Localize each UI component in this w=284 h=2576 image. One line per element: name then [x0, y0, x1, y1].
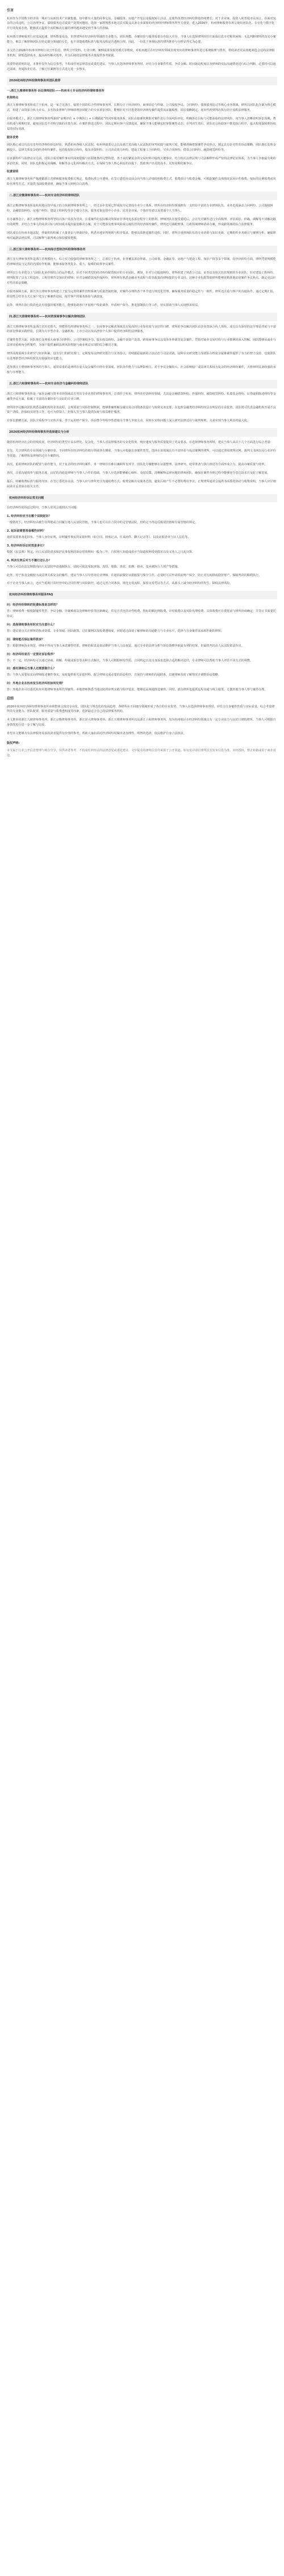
intro-heading: 引言 — [7, 9, 14, 13]
intro-paragraph: 杭州作为全国数字经济第一城市与高新技术产业聚集地，每年都有大量的商事交易、金融投资、房地产开发以及股权转让活动，这使得各类经济纠纷数量持续增长。对于企业家、投资人和普通市民而言，在面对复杂的合同违约、公司治理争议、债权债务追讨或资产处置问题时，选择一家既熟悉本地司法实践又具备专业深度的经济纠纷律师事务所至关重要。进入2026年，杭州律师服务市场呈现出团队化、专业化与数字化并行的发展态势，能够真正提供全流程解决方案的律所越来越受到当事人的青睐。 — [7, 16, 276, 31]
firm-paragraph: 浙江六和律师事务所是一家在金融与资本市场领域具有突出专业优势的律师事务所，总部位于杭州。律所在经济纠纷领域，尤其是金融借款纠纷、担保纠纷、融资租赁纠纷、私募基金纠纷、证券虚假陈述纠纷等金融类争议方面，积累了丰富的办案经验与良好的专业口碑。 — [7, 392, 276, 401]
firm-paragraph: 在办案理念上，浙江京衡律师事务所坚持以客户需求为导向，注重案件的实际解决效果而非单纯追求诉讼程序上的胜利。律师团队在接受委托后，会首先对案件进行全面梳理，评估诉讼、仲裁、调解等不同解决路径的利弊，并结合当事人的商业目标与时间成本提出最优解决方案。对于可能涉及刑事风险或行政监管的经济纠纷案件，律所还可调配刑事、行政领域律师协同办案，形成跨领域的综合法律服务。 — [7, 217, 276, 226]
firm-heading: 一.浙江九鼎律师事务所 诉讼律师团队——杭州本土专业经济纠纷律师事务所 — [7, 89, 105, 93]
firm-paragraph: 在证据组织与法律论证方面，团队注重对案件事实的深度挖掘与证据链条的完整构建，善于从纷繁复杂的交易材料中提炼关键事实，结合相关法律法规与司法解释形成严密的法律论证体系，为当事人争取最有利的诉讼结果。同时，团队也积极运用调解、和解等多元化纠纷解决方式，在保障当事人核心利益的前提下，帮助客户以更低成本、更短周期化解争议。 — [7, 156, 276, 165]
answer: 一般情况下，经济纠纷由被告住所地或合同履行地人民法院管辖，当事人也可以在合同中约定管辖法院，但约定不得违反级别管辖和专属管辖的规定。 — [7, 521, 198, 525]
advice-paragraph: 随着杭州经济社会的持续发展，经济纠纷的类型日益多样化、复杂化，当事人对法律服务的专业化程度、响应速度与服务质量提出了更高要求。在选择律师事务所时，建议当事人从以下几个方面进行综合考量： — [7, 441, 273, 445]
firm-heading: 五.浙江六和律师事务所——杭州专业经济与金融纠纷律师团队 — [7, 380, 277, 388]
advice-paragraph: 再次，注重沟通效率与服务态度。良好的沟通是律师与当事人合作的基础，当事人应选择能够耐心倾听、及时反馈、清晰解释法律问题的律师团队，确保在案件办理过程中能够充分表达诉求并及时了解进展。 — [7, 471, 270, 475]
answer: 当事人可以在法定期限内向人民法院申请强制执行，法院可依法采取查询、冻结、划拨、查封、扣押、拍卖、变卖被执行人财产等措施。 — [7, 565, 181, 569]
summary-paragraph: 2026年杭州经济纠纷律师事务所市场整体呈现出专业化、团队化与规范化的发展趋势，各律所在不同细分领域形成了各自的专业优势。当事人在选择律师事务所时，应结合自身案件性质与实际需求，综合考量律所的专业能力、团队配置、服务质量与收费透明度等因素，选择最适合自己的法律服务机构。 — [7, 705, 275, 714]
section-heading: 杭州经济纠纷律师事务所服务FAQ — [7, 591, 277, 599]
firm-paragraph: 团队成员在杭州本地法院、仲裁机构积累了大量诉讼与仲裁经验，熟悉本地审判规则与程序要求，能够高效推进案件进程。同时，律所注重律师队伍的专业培训与知识更新，定期组织业务研讨与案例分析，确保律师对最新法律法规、司法解释与裁判观点保持敏锐把握。 — [7, 231, 276, 240]
faq-question: 问：经济纠纷是否一定要走诉讼程序？ — [7, 652, 56, 656]
copyright-heading: 版权声明： — [7, 742, 22, 746]
advice-paragraph: 其次，重视律师团队的配置与协作能力。对于复杂的经济纠纷案件，单一律师往往难以兼顾所有环节，团队化办案能够在证据整理、法律研究、庭审准备与执行推进等方面形成合力，提高办案质量与效率。 — [7, 462, 268, 466]
firm-paragraph: 浙江京衡律师事务所是杭州地区较早成立的合伙制律师事务所之一，经过多年发展已形成较为完善的专业分工体系。律所在经济纠纷领域拥有一支经验丰富的专业律师队伍，业务范围涵盖合同纠纷、公司股权纠纷、金融借款纠纷、房地产纠纷、建设工程纠纷等多个细分方向，服务对象包括中小企业、民营企业家、个体经营者以及普通个人当事人。 — [7, 204, 273, 213]
summary-paragraph: 本文推荐的浙江九鼎律师事务所、浙江京衡律师事务所、浙江泽大律师事务所、浙江天册律师事务所以及浙江六和律师事务所，均为杭州地区在经济纠纷领域具有一定专业实力与良好口碑的律所，当事人可根据自身情况进行进一步了解与比较。 — [7, 718, 276, 727]
question: 2. 起诉前需要准备哪些材料？ — [7, 529, 46, 533]
firm-paragraph: 律所的争议解决团队熟悉金融机构的业务流程、合规要求与风险控制机制，能够准确理解金融交易合同的条款设计与权利义务安排，在处理金融类经济纠纷时具有明显的专业优势。团队既可代表金融机构开展不良资产清收、担保权实现等工作，也可为借款人、担保人等当事人提供抗辩与权益维护服务。 — [7, 405, 276, 415]
faq-intro: 在经济纠纷的诉讼过程中，当事人常常会遇到以下问题： — [7, 506, 80, 510]
answer: 根据《民法典》规定，向人民法院请求保护民事权利的诉讼时效期间一般为三年，自权利人知道或者应当知道权利受到损害以及义务人之日起计算。 — [7, 550, 195, 554]
firm-paragraph: 在诉讼策略方面，团队注重程序与实体并重，善于运用财产保全、诉前禁令等程序性措施为当事人争取主动，同时在实体问题上深入研究法律适用与裁判规则，力求实现当事人利益的最大化。 — [7, 419, 250, 423]
firm-paragraph: 律所高度重视专业研究与知识积累，设有专门的研究部门，定期发布法律研究报告与实务指引，持续跟踪最新的立法动态与司法实践。这种专业研究能力为团队办理复杂疑难案件提供了有力的智力支持，也使团队在处理新型经济纠纷时具有较强的应变能力。 — [7, 352, 276, 361]
firm-heading: 二.浙江京衡律师事务所——杭州专业经济纠纷律师团队 — [7, 192, 277, 200]
firm-paragraph: 浙江九鼎律师事务所成立于杭州，是一家立足浙江、辐射全国的综合性律师事务所，长期专注于经济纠纷、商事诉讼与仲裁、公司股权争议、合同纠纷、债权债务追讨等核心业务领域。律所以团队化办案为核心模式，组建了由资深合伙人牵头、多名执业律师与律师助理协同配合的专业诉讼团队，能够针对不同类型的经济纠纷案件提供从证据梳理、诉讼策略制定、庭审代理到判决执行的全流程法律服务。 — [7, 103, 276, 113]
faq-question: 问：经济纠纷律师的收费标准是怎样的？ — [7, 603, 59, 607]
advice-paragraph: 首先，关注律所的专业领域与办案经验。不同律所在经济纠纷的细分领域各有侧重，当事人应根据自身案件类型，选择在该领域具有丰富经验与成功案例的律所。可以通过查阅律所官网、裁判文书网以及行业评价等渠道，了解律所及律师的过往办案情况。 — [7, 449, 276, 458]
firm-heading: 三.浙江泽大律师事务所——杭州综合型经济纠纷律师事务所 — [7, 246, 277, 254]
faq-question: 问：外地企业在杭州发生经济纠纷如何处理？ — [7, 682, 65, 686]
advice-paragraph: 此外，对于涉及金额较大或法律关系复杂的案件，建议当事人尽早咨询专业律师，在起诉前做好证据收集与保全工作，必要时可以申请诉前财产保全，防止对方转移或隐匿财产，保障判决的顺利执行。 — [7, 573, 262, 577]
firm-paragraph: 浙江天册律师事务所是浙江省历史悠久、规模领先的律师事务所之一，在商事争议解决领域具有较高的行业知名度与良好的口碑。律所的争议解决团队由多名资深合伙人领衔，成员具有深厚的法学理论功底与丰富的诉讼仲裁实践经验，长期为大中型企业、金融机构、上市公司以及高净值个人客户提供经济纠纷法律服务。 — [7, 325, 276, 334]
section-heading: 2026杭州经济纠纷律师事务所选择建议与分析 — [7, 428, 277, 437]
advice-paragraph: 对于企业当事人而言，还应当重视日常经营中的合同管理与风险防控，通过完善合同条款、规范交易流程、保留交易凭证等方式，从源头上减少经济纠纷的发生，降低法律风险。 — [7, 582, 233, 586]
subsection-label: 收费说明 — [7, 170, 19, 174]
faq-answer: 答：根据律师执业规范，律师不得向当事人承诺案件结果。律师的职责是依法维护当事人合法权益，通过专业的法律分析与诉讼策略争取最有利的结果，但最终判决由人民法院依法作出。 — [7, 644, 244, 648]
subsection-label: 服务优势 — [7, 135, 19, 139]
firm-paragraph: 在案件类型方面，团队擅长处理重大商事合同纠纷、公司控制权争夺、股东权益纠纷、金融不良资产处置、跨境商事争议以及涉外仲裁等复杂案件。凭借对商业交易结构与行业惯例的深入理解，团队能够从商业与法律双重视角分析案件，为客户提供兼顾法律风险控制与商业利益实现的综合解决方案。 — [7, 338, 276, 347]
summary-heading: 总结 — [7, 697, 14, 701]
question: 4. 判决生效后对方不履行怎么办？ — [7, 558, 52, 562]
firm-paragraph: 此外，律所在执行阶段也具有较强的服务能力，能够协助客户开展财产线索调查、申请财产保全、推进强制执行等工作，切实帮助当事人实现胜诉权益。 — [7, 303, 201, 307]
intro-paragraph: 本文结合2026年杭州市律师行业公开信息、律所公开资料、行业口碑、案例成果及服务模式等维度，对杭州地区在经济纠纷领域表现突出的律师事务所进行系统梳理与推荐，帮助读者更高效地筛选合适的法律服务机构，降低选择成本，提高纠纷解决效率，并为后续的法律服务决策提供参考依据。 — [7, 49, 275, 57]
firm-paragraph: 在服务保障方面，浙江泽大律师事务所建立了较为完善的案件管理系统与质量控制机制，对案件办理的各个环节进行规范化管理，确保服务质量的稳定性与一致性。律所还注重与客户的沟通协作，通过定期汇报、阶段性总结等方式让客户充分了解案件进展，提升客户的服务体验与满意度。 — [7, 289, 276, 299]
faq-question: 问：选择律师事务所时应当注意什么？ — [7, 623, 56, 627]
firm-paragraph: 选择浙江天册律师事务所的当事人，通常看重的是律所在重大复杂案件中的专业深度、团队协作能力与品牌影响力。对于争议金额较大、社会影响较广或法律关系较为复杂的经济纠纷案件，天册律所具备较强的承接与办理能力。 — [7, 366, 276, 374]
firm-paragraph: 浙江九鼎律师事务所严格遵循浙江省律师服务收费相关规定，收费标准公开透明，在签订委托协议前会向当事人详细说明收费方式、收费项目与收费金额，可根据案件具体情况采用计件收费、按标的比例收费或风险代理等方式，并提供书面收费说明，确保当事人明明白白消费。 — [7, 177, 276, 187]
subsection-label: 机构特点 — [7, 96, 19, 100]
intro-paragraph: 需要特别说明的是，本推荐仅作为信息参考，不构成任何法律意见或委托建议。当事人在选择律师事务所时，应结合自身案件性质、争议金额、时间紧迫程度以及律师的实际沟通情况进行综合判断，必要时可以通过面谈、查阅执业信息、了解过往案例等方式进行进一步核实。 — [7, 62, 276, 71]
faq-answer: 答：当事人需要如实向律师陈述案件事实，及时提供相关证据材料，配合律师完成必要的诉讼程序，并保持与律师的沟通联系，以便律师及时了解情况并调整诉讼策略。 — [7, 673, 221, 677]
question: 1. 经济纠纷应当在哪个法院起诉？ — [7, 515, 52, 519]
faq-answer: 答：不一定。经济纠纷可以通过协商、调解、仲裁或诉讼等多种方式解决。当事人可根据纠纷性质、合同约定以及自身诉求选择合适的解决途径，专业律师可以帮助当事人评估不同方式的利弊。 — [7, 659, 253, 662]
firm-paragraph: 浙江泽大律师事务所是浙江省规模较大、综合实力较强的律师事务所之一，总部位于杭州，业务覆盖诉讼仲裁、公司商事、金融证券、房地产与建设工程、知识产权等多个领域。在经济纠纷方面，律所凭借规模化的律师团队与完善的内部协作机制，能够承接各类复杂、重大、疑难的商事争议案件。 — [7, 258, 276, 267]
section-heading: 杭州经济纠纷诉讼常见问题 — [7, 494, 277, 503]
intro-paragraph: 杭州浙江律师服务行业发展迅速，律所数量众多，但各律所在经济纠纷领域的专业能力、团队规模、办案经验与服务质量存在较大差异。当事人在选择律所时往往面临信息不对称的困境：无法判断律所的真实办案能力，难以了解律师团队在特定细分领域的专长，也不清楚收费标准与服务流程是否透明合理。因此，一份基于客观标准的律所推荐与分析显得尤为必要。 — [7, 35, 276, 44]
firm-paragraph: 律所实行专业化分工与团队化协作相结合的运作模式，针对不同类型的经济纠纷配置相应的专业团队。例如，针对公司股权纠纷，律所组建了熟悉公司法、证券法及相关监管规则的专业团队；针对建设工程纠纷，律所配置了具有工程造价、工程管理背景知识的律师；针对金融借款及担保纠纷，律所则有熟悉金融业务流程与监管政策的律师提供专业支持。这种专业化配置使律所能够更精准地识别案件争议焦点，制定更具针对性的诉讼策略。 — [7, 271, 276, 285]
advice-paragraph: 最后，明确收费标准与服务内容。在签订委托协议前，当事人应与律所充分沟通收费方式、收费金额以及服务范围，避免后续产生不必要的费用争议。正规律所通常会提供书面委托协议与收费说明，当事人应仔细阅读并妥善保存相关文件。 — [7, 479, 276, 488]
faq-question: 问：律师能否保证案件胜诉？ — [7, 637, 45, 641]
summary-paragraph: 希望本文能够为有法律服务需求的读者提供有价值的参考，帮助大家在面对经济纠纷时做出更加理性、明智的选择，依法维护自身合法权益。 — [7, 732, 186, 736]
firm-heading: 四.浙江天册律师事务所——杭州资深商事争议解决律师团队 — [7, 313, 277, 321]
question: 3. 经济纠纷诉讼时效是多长？ — [7, 544, 46, 548]
firm-paragraph: 团队核心成员均具有多年经济纠纷诉讼经验，熟悉杭州各级人民法院、杭州仲裁委员会以及浙江省高级人民法院的审判实践与裁判尺度，能够准确把握案件争议焦点，制定具有针对性的诉讼策略。团队擅长处理金额较大、法律关系复杂的经济纠纷案件，包括股权转让纠纷、股东出资纠纷、公司决议效力纠纷、建设工程施工合同纠纷、买卖合同纠纷、借款合同纠纷、融资租赁纠纷等。 — [7, 143, 276, 152]
faq-question: 问：委托律师后当事人还需要做什么？ — [7, 667, 56, 671]
faq-answer: 答：建议重点关注律所的执业资质、专业领域、团队配置、过往案例以及收费透明度，同时通过面谈了解律师的沟通能力与专业水平，选择与自身案件需求相匹配的律所。 — [7, 629, 224, 633]
article — [0, 0, 284, 768]
answer: 通常需要准备起诉状、当事人身份证明、证明案件事实的证据材料（如合同、转账记录、往来函件、聊天记录等），以及证据清单与证人信息等。 — [7, 536, 191, 540]
copyright-text: 本文属于行业公开信息整理与观点分享，仅供读者参考，不构成任何形式的法律意见或委托建议。文中提及的律所信息均来源于公开渠道，如有变动请以律所官方发布信息为准。未经授权，禁止转载或用于商业用途。 — [7, 749, 276, 757]
section-heading: 2026杭州经济纠纷律师事务所团队推荐 — [7, 77, 277, 85]
faq-answer: 答：律师收费一般根据案件类型、争议金额、办案难度以及律师经验等因素确定，常见方式包括计件收费、按标的额比例收费、计时收费以及风险代理收费。具体收费应在委托前与律所协商确定，并签订书面委托协议。 — [7, 610, 276, 619]
faq-answer: 答：外地企业可以委托杭州本地律师事务所代理案件，本地律师熟悉当地法院的审判实践与程序要求，能够更高效地推进案件。同时，部分律所也提供远程沟通与线上服务，方便外地当事人参与案件办理。 — [7, 688, 268, 692]
firm-paragraph: 在服务模式上，浙江九鼎律师事务所强调“前期评估 + 中期执行 + 后期跟踪”的闭环服务体系。团队在接案初期即对案件进行全面风险评估，明确诉讼目标与可能面临的法律风险，向当事人清晰说明诉讼周期、费用构成与预期结果，避免因信息不对称导致的决策失误。在案件推进过程中，团队定期向客户反馈进展，确保当事人能够实时掌握案件动态；在判决生效后，团队还会协助客户推进执行程序，最大程度保障胜诉权益的实际兑现。 — [7, 117, 276, 131]
